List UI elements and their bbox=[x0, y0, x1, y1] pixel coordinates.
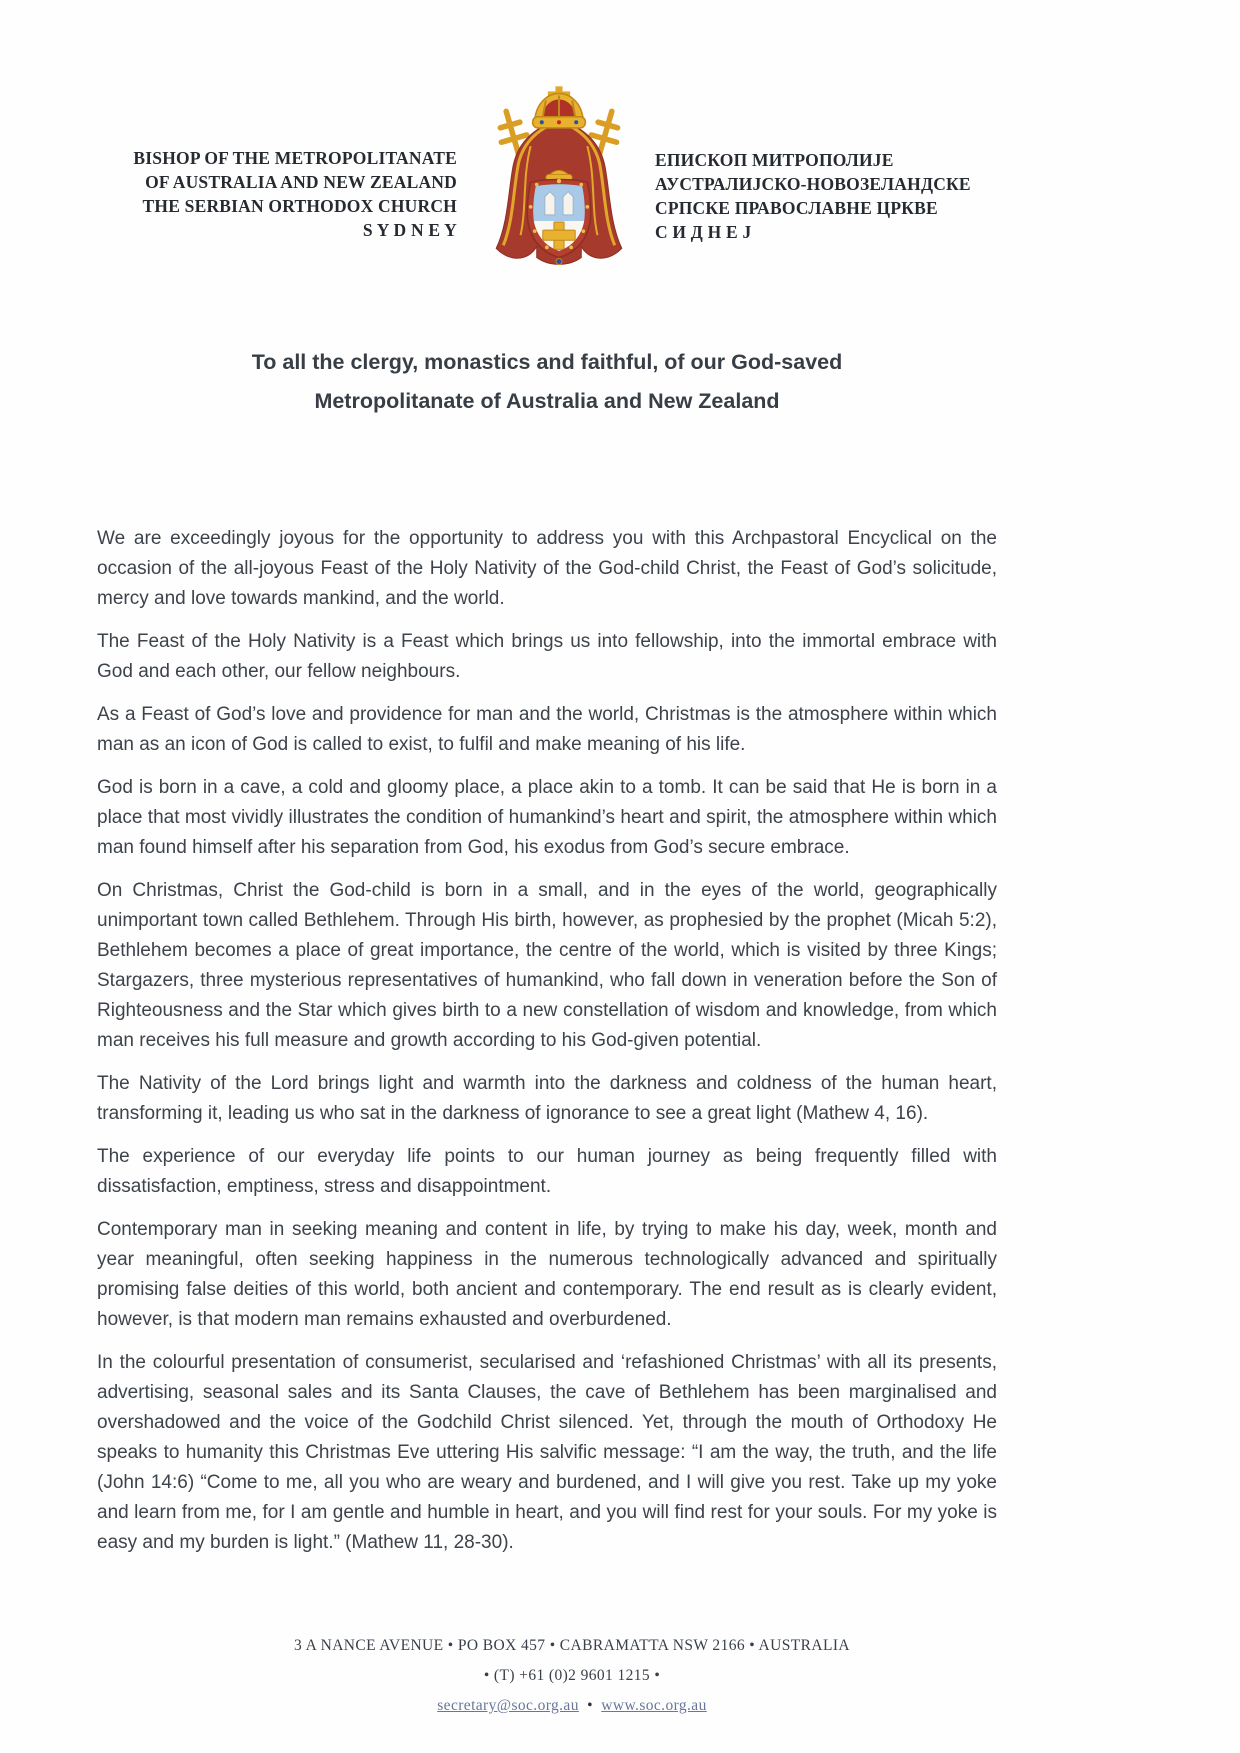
footer-bullet-separator: • bbox=[587, 1697, 593, 1714]
body-paragraph: As a Feast of God’s love and providence for man and the world, Christmas is the atmosphere within which man as an icon of God is called to exist, to fulfil and make meaning of his life. bbox=[97, 704, 997, 755]
body-paragraph: We are exceedingly joyous for the opportunity to address you with this Archpastoral Encyclical on the occasion of the all-joyous Feast of the Holy Nativity of the God-child Christ, the Feast of God’s solicitude, mercy and love towards mankind, and the world. bbox=[97, 528, 997, 609]
header-english-line-2: OF AUSTRALIA AND NEW ZEALAND bbox=[145, 172, 457, 192]
header-english-block bbox=[105, 146, 457, 242]
letter-footer bbox=[172, 1631, 972, 1721]
header-english-line-1: BISHOP OF THE METROPOLITANATE bbox=[133, 148, 457, 168]
header-cyrillic-line-3: СРПСКЕ ПРАВОСЛАВНЕ ЦРКВЕ bbox=[655, 198, 938, 218]
header-english-line-4: S Y D N E Y bbox=[362, 220, 457, 240]
letter-title-line-2: Metropolitanate of Australia and New Zealand bbox=[314, 389, 780, 413]
header-cyrillic-line-1: ЕПИСКОП МИТРОПОЛИЈЕ bbox=[655, 150, 894, 170]
body-paragraph: The experience of our everyday life points to our human journey as being frequently filled with dissatisfaction, emptiness, stress and disappointment. bbox=[97, 1146, 997, 1197]
footer-address-line: 3 A NANCE AVENUE • PO BOX 457 • CABRAMATTA NSW 2166 • AUSTRALIA bbox=[294, 1637, 850, 1654]
body-paragraph: The Feast of the Holy Nativity is a Feast which brings us into fellowship, into the immortal embrace with God and each other, our fellow neighbours. bbox=[97, 631, 997, 682]
header-cyrillic-block bbox=[655, 148, 1035, 244]
letter-title-line-1: To all the clergy, monastics and faithful, of our God-saved bbox=[251, 350, 843, 374]
footer-phone-line: • (T) +61 (0)2 9601 1215 • bbox=[483, 1667, 661, 1684]
header-english-line-3: THE SERBIAN ORTHODOX CHURCH bbox=[142, 196, 457, 216]
footer-links-line bbox=[172, 1691, 972, 1721]
letter-body bbox=[97, 524, 997, 1571]
church-crest bbox=[478, 82, 640, 277]
header-cyrillic-line-4: С И Д Н Е Ј bbox=[655, 222, 752, 242]
body-paragraph: God is born in a cave, a cold and gloomy place, a place akin to a tomb. It can be said that He is born in a place that most vividly illustrates the condition of humankind’s heart and spirit, the atmosphere within which man found himself after his separation from God, his exodus from God’s secure embrace. bbox=[97, 777, 997, 858]
church-crest-icon bbox=[478, 82, 640, 277]
footer-website-link[interactable]: www.soc.org.au bbox=[601, 1697, 707, 1714]
body-paragraph: On Christmas, Christ the God-child is born in a small, and in the eyes of the world, geographically unimportant town called Bethlehem. Through His birth, however, as prophesied by the prophet (Micah 5:2), Bethlehem becomes a place of great importance, the centre of the world, which is visited by three Kings; Stargazers, three mysterious representatives of humankind, who fall down in veneration before the Son of Righteousness and the Star which gives birth to a new constellation of wisdom and knowledge, from which man receives his full measure and growth according to his God-given potential. bbox=[97, 880, 997, 1051]
body-paragraph: The Nativity of the Lord brings light and warmth into the darkness and coldness of the human heart, transforming it, leading us who sat in the darkness of ignorance to see a great light (Mathew 4, 16). bbox=[97, 1073, 997, 1124]
body-paragraph: In the colourful presentation of consumerist, secularised and ‘refashioned Christmas’ with all its presents, advertising, seasonal sales and its Santa Clauses, the cave of Bethlehem has been marginalised and overshadowed and the voice of the Godchild Christ silenced. Yet, through the mouth of Orthodoxy He speaks to humanity this Christmas Eve uttering His salvific message: “I am the way, the truth, and the life (John 14:6) “Come to me, all you who are weary and burdened, and I will give you rest. Take up my yoke and learn from me, for I am gentle and humble in heart, and you will find rest for your souls. For my yoke is easy and my burden is light.” (Mathew 11, 28-30). bbox=[97, 1352, 997, 1553]
footer-email-link[interactable]: secretary@soc.org.au bbox=[437, 1697, 579, 1714]
letter-title bbox=[97, 343, 997, 421]
body-paragraph: Contemporary man in seeking meaning and content in life, by trying to make his day, week, month and year meaningful, often seeking happiness in the numerous technologically advanced and spiritually promising false deities of this world, both ancient and contemporary. The end result as is clearly evident, however, is that modern man remains exhausted and overburdened. bbox=[97, 1219, 997, 1330]
header-cyrillic-line-2: АУСТРАЛИЈСКО-НОВОЗЕЛАНДСКЕ bbox=[655, 174, 971, 194]
